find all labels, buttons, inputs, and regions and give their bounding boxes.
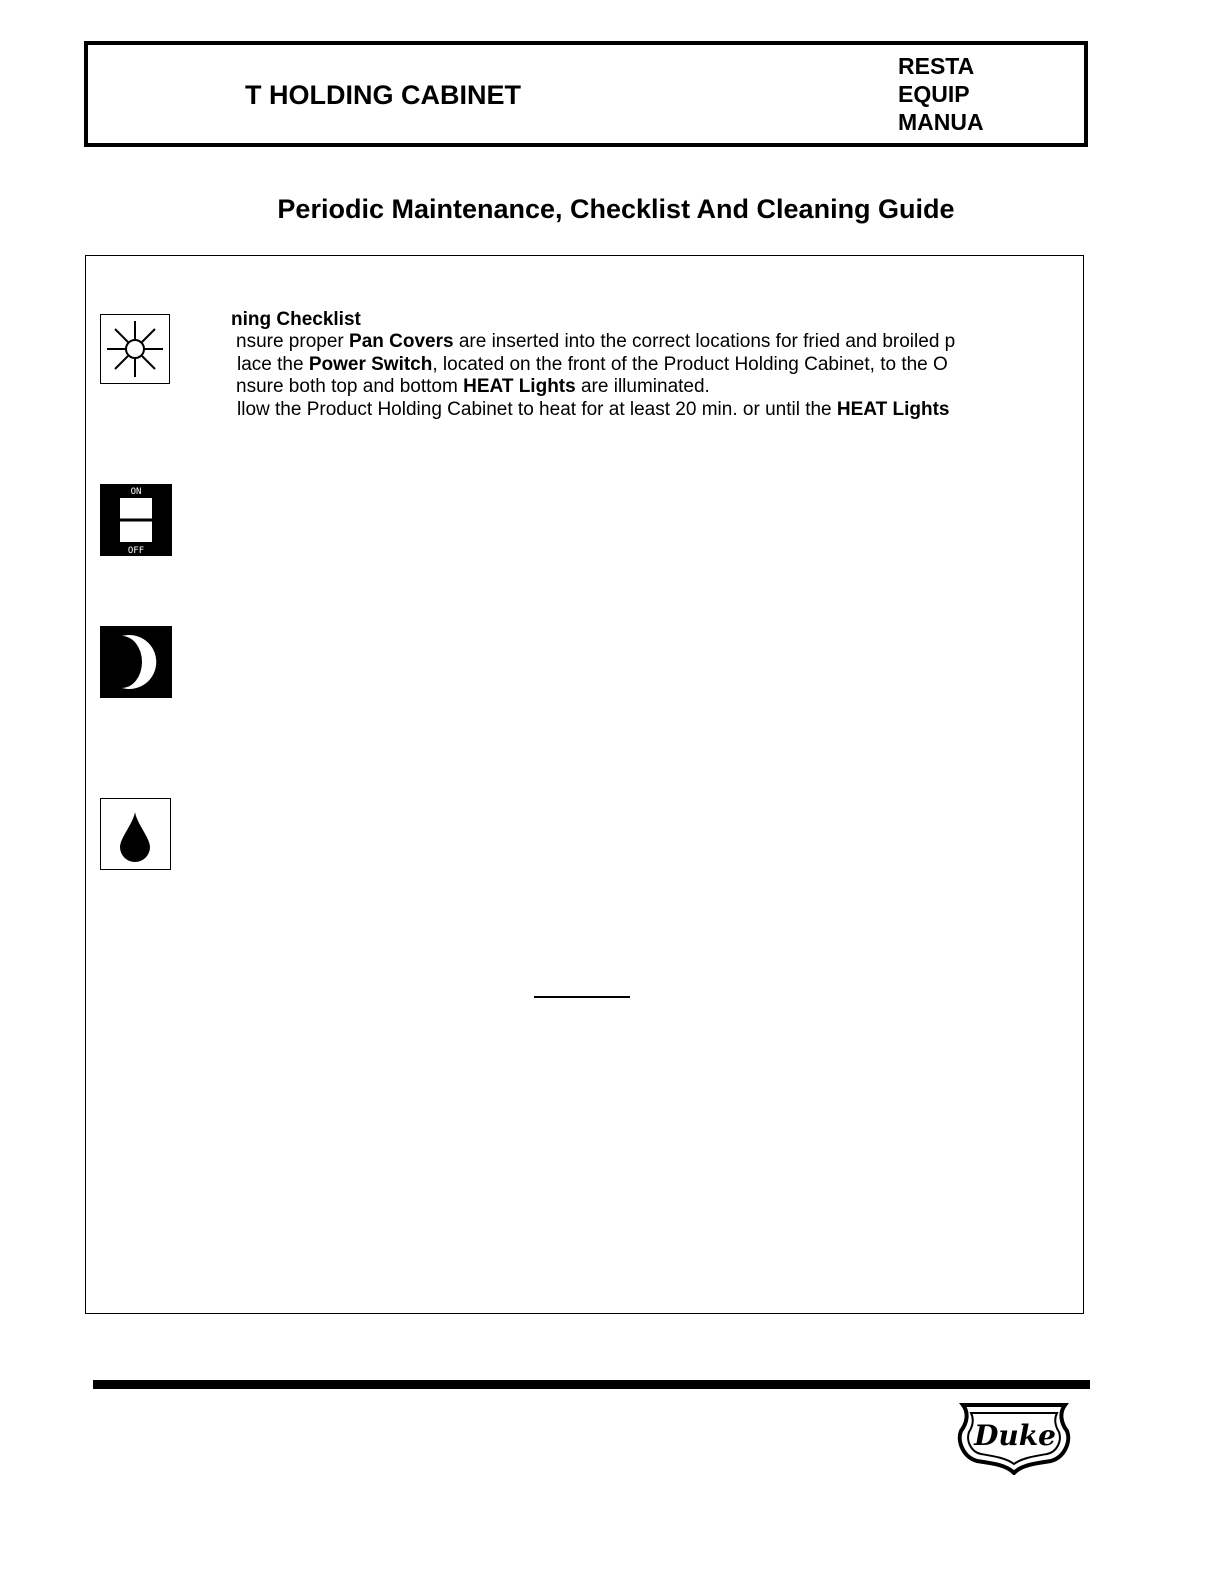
header-title: T HOLDING CABINET xyxy=(245,80,521,110)
checklist-item: lace the Power Switch, located on the front of the Product Holding Cabinet, to the O xyxy=(237,353,948,375)
underline-rule xyxy=(534,996,630,998)
switch-on-label: ON xyxy=(130,487,142,497)
header-right-block xyxy=(898,52,984,136)
footer-rule xyxy=(93,1380,1090,1389)
duke-logo xyxy=(955,1401,1073,1480)
power-switch-icon xyxy=(100,484,172,556)
drop-icon xyxy=(100,798,171,870)
moon-icon xyxy=(100,626,172,698)
checklist-heading: ning Checklist xyxy=(231,309,361,330)
opening-checklist xyxy=(231,308,1081,421)
header-right-line: RESTA xyxy=(898,53,975,79)
content-box xyxy=(85,255,1084,1314)
sun-icon xyxy=(100,314,170,384)
switch-off-label: OFF xyxy=(127,546,145,556)
header-right-line: EQUIP xyxy=(898,81,970,107)
header-box xyxy=(84,41,1088,147)
page-title: Periodic Maintenance, Checklist And Cleaning Guide xyxy=(277,194,955,224)
checklist-item: nsure both top and bottom HEAT Lights are illuminated. xyxy=(236,376,710,397)
logo-text: Duke xyxy=(974,1419,1056,1452)
checklist-item: nsure proper Pan Covers are inserted into the correct locations for fried and broiled p xyxy=(236,331,956,352)
checklist-item: llow the Product Holding Cabinet to heat for at least 20 min. or until the HEAT Lights xyxy=(237,398,950,420)
header-right-line: MANUA xyxy=(898,109,984,135)
